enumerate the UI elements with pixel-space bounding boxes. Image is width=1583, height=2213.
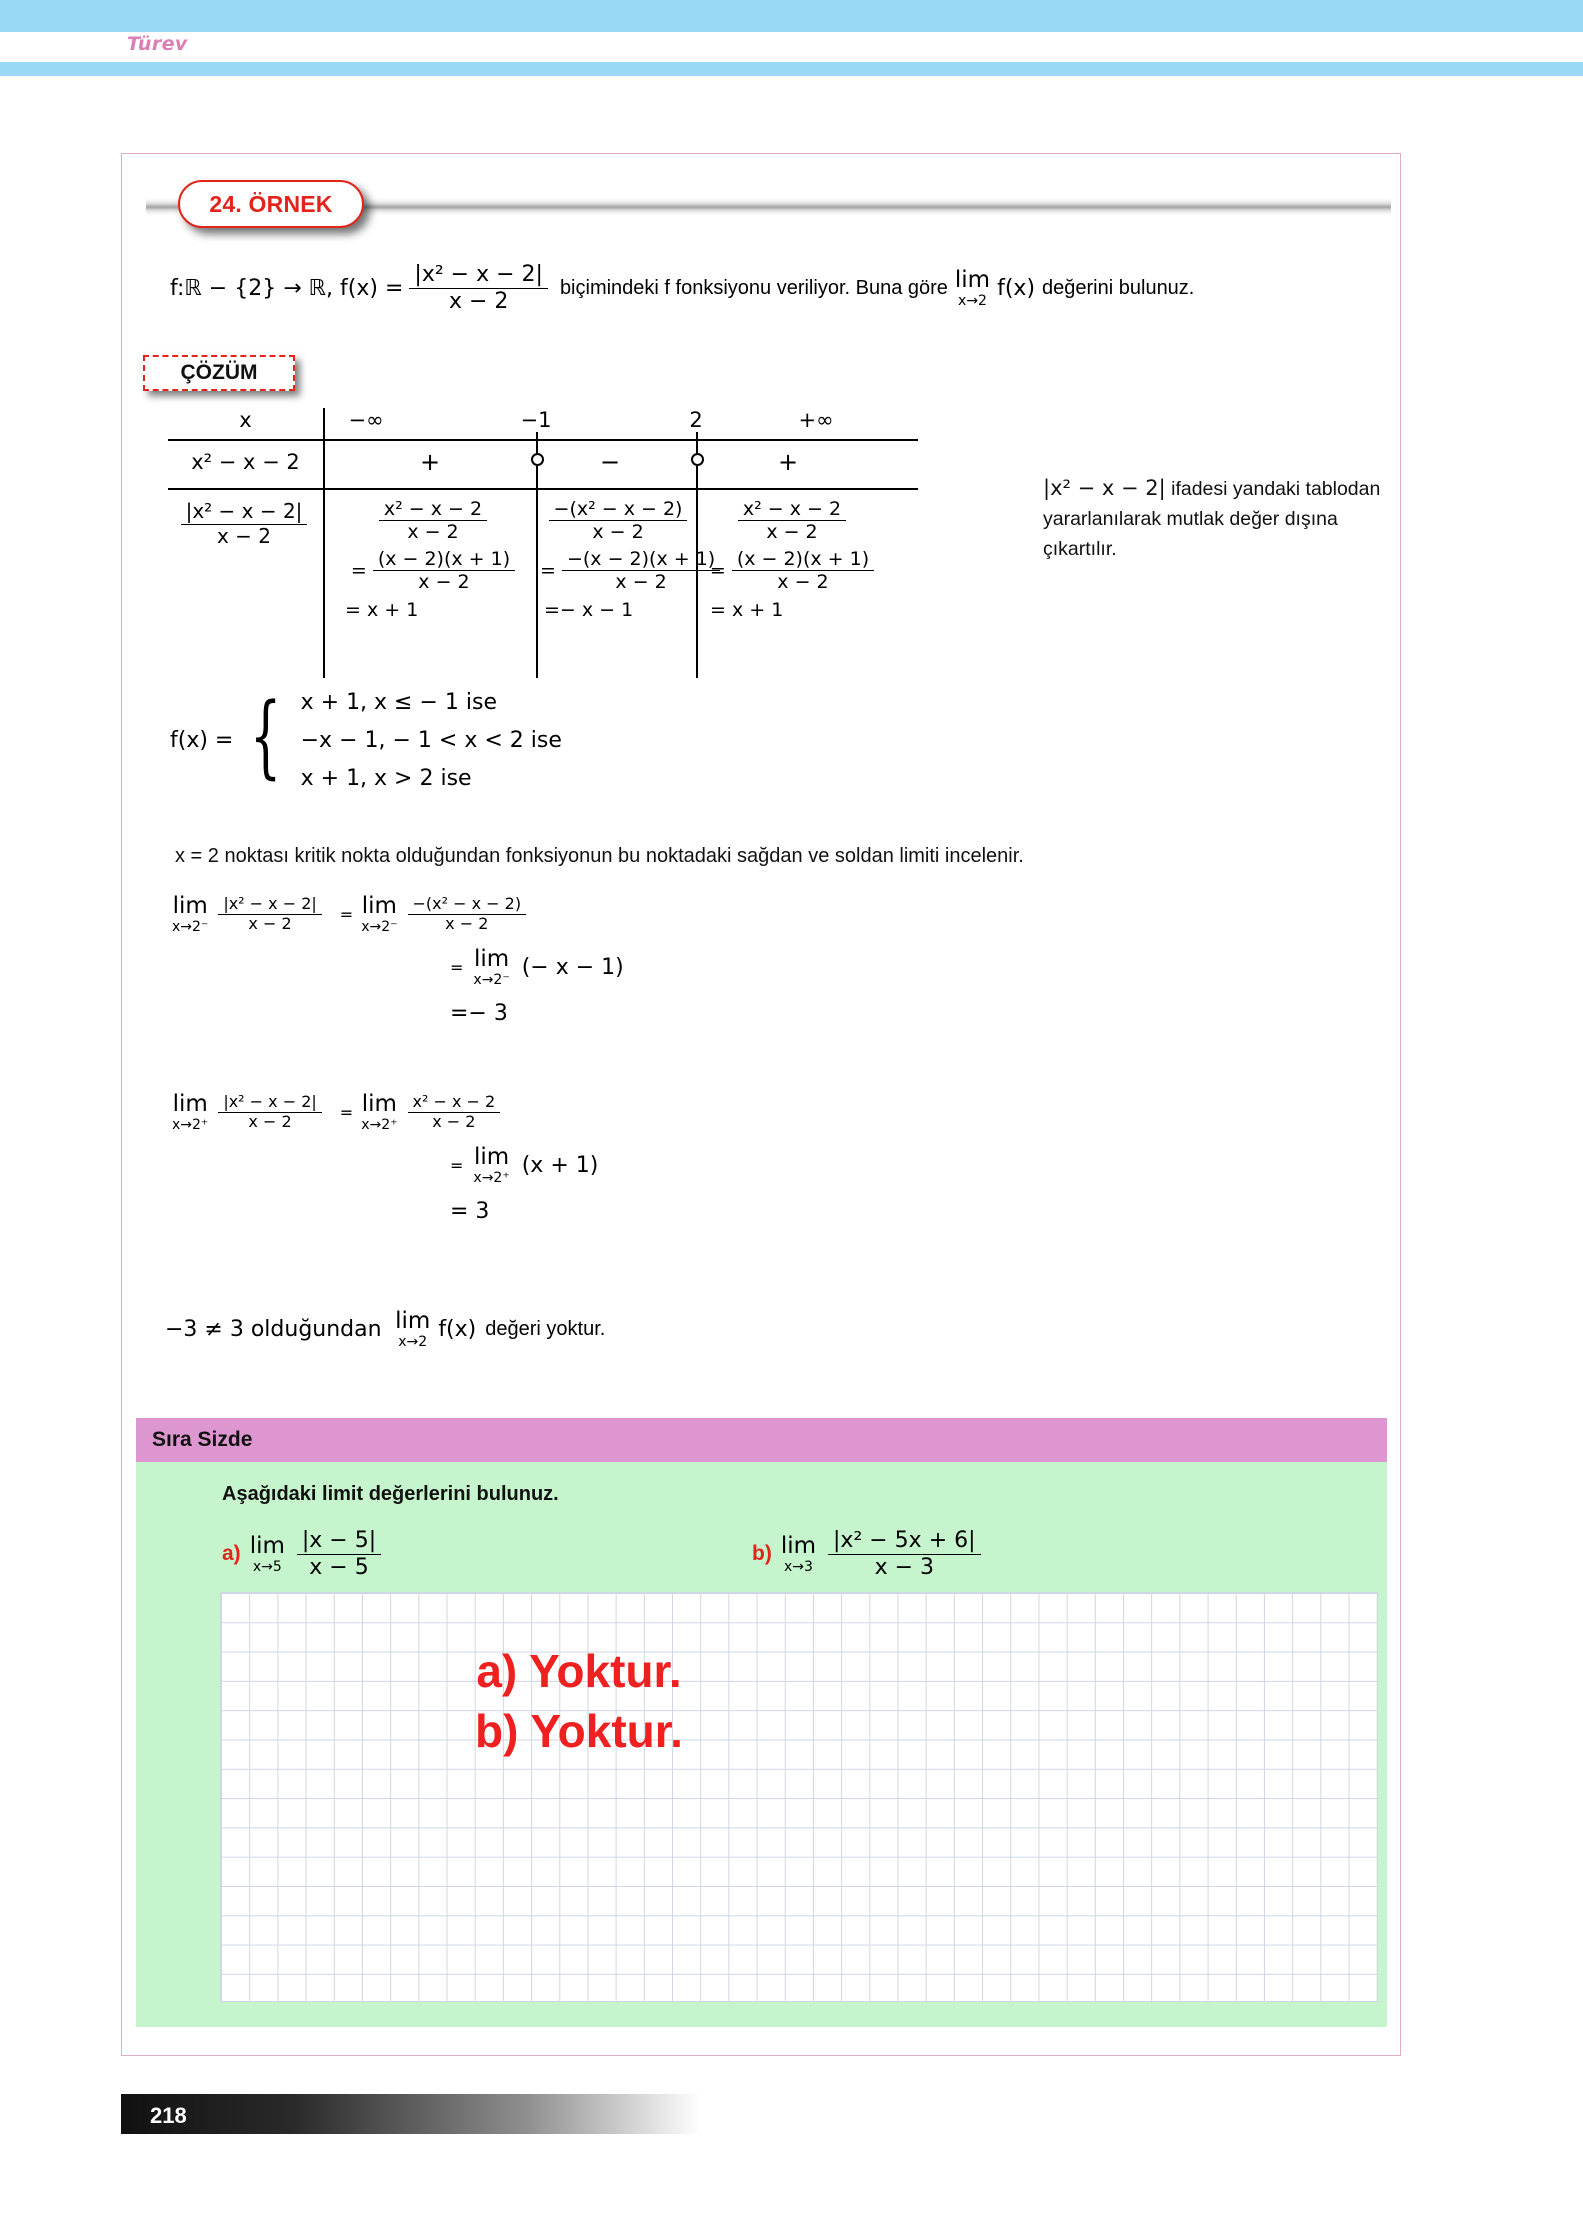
exercise-b-limit-word: lim <box>780 1532 817 1559</box>
critical-point-note: x = 2 noktası kritik nokta olduğundan fonksiyonun bu noktadaki sağdan ve soldan limiti incelenir. <box>175 845 1024 867</box>
exercise-a-tag: a) <box>222 1542 241 1566</box>
col3-step1 <box>738 498 846 544</box>
sign-table-cell-col3 <box>702 498 882 621</box>
sign-table-zero-circle-neg-one <box>531 453 544 466</box>
col3-step1-num: x² − x − 2 <box>738 498 846 521</box>
left-limit-line-2 <box>172 948 624 987</box>
right-limit-rhs-num: x² − x − 2 <box>408 1093 501 1113</box>
sign-table-breakpoint-neg-inf: −∞ <box>348 408 384 432</box>
piecewise-lhs: f(x) = <box>170 728 234 753</box>
exercise-b <box>752 1528 981 1581</box>
sign-table-hline-mid <box>168 488 918 490</box>
left-limit-expression: (− x − 1) <box>521 955 624 980</box>
left-limit-word-lhs: lim <box>172 893 208 919</box>
conclusion-suffix: değeri yoktur. <box>485 1318 606 1340</box>
left-limit-rhs-den: x − 2 <box>445 914 489 933</box>
left-limit-word-rhs: lim <box>361 893 397 919</box>
sira-sizde-heading: Sıra Sizde <box>152 1428 253 1451</box>
sign-table-breakpoint-neg-one: −1 <box>520 408 552 432</box>
left-limit-operator-line2 <box>473 948 509 987</box>
right-limit-line-1 <box>172 1093 598 1132</box>
exercise-b-denominator: x − 3 <box>874 1554 934 1580</box>
right-limit-sub-rhs: x→2⁺ <box>361 1117 398 1133</box>
right-limit-lhs-den: x − 2 <box>248 1112 292 1131</box>
right-limit-operator-line2 <box>473 1146 509 1185</box>
exercise-a-denominator: x − 5 <box>309 1554 369 1580</box>
right-limit-expression: (x + 1) <box>521 1153 599 1178</box>
left-limit-line-3 <box>172 1001 624 1026</box>
conclusion-limit-function: f(x) <box>438 1317 477 1342</box>
col2-step2: = $\frac{-(x - 2)(x + 1)}{x - 2}$ <box>540 548 696 594</box>
exercise-a-limit-word: lim <box>249 1532 285 1559</box>
problem-limit-function: f(x) <box>997 275 1036 301</box>
piecewise-definition <box>170 684 562 791</box>
sign-table-breakpoint-two: 2 <box>689 408 703 432</box>
right-limit-lhs-fraction <box>218 1093 321 1132</box>
piecewise-case-2: −x − 1, − 1 < x < 2 ise <box>300 728 562 753</box>
left-limit-lhs-fraction <box>218 895 321 934</box>
left-limit-operator-lhs <box>172 895 208 934</box>
left-limit-operator-rhs <box>361 895 397 934</box>
exercise-b-numerator: |x² − 5x + 6| <box>828 1528 981 1555</box>
col1-step2-num: (x − 2)(x + 1) <box>373 548 515 571</box>
col3-step1-den: x − 2 <box>766 521 818 544</box>
left-limit-word-line2: lim <box>473 946 510 972</box>
col1-step1-num: x² − x − 2 <box>379 498 487 521</box>
right-limit-equals-2: = <box>450 1156 464 1175</box>
exercise-b-limit-sub: x→3 <box>783 1558 813 1575</box>
col1-result: = x + 1 <box>345 598 419 621</box>
left-limit-equals-2: = <box>450 958 464 977</box>
chapter-title: Türev <box>127 33 188 55</box>
problem-text-end: değerini bulunuz. <box>1042 276 1195 299</box>
sira-sizde-instruction: Aşağıdaki limit değerlerini bulunuz. <box>222 1483 559 1505</box>
sign-table-abs-denominator: x − 2 <box>216 523 272 548</box>
right-limit-line-2 <box>172 1146 598 1185</box>
left-limit-line-1 <box>172 895 624 934</box>
sign-table-row-label-x: x <box>239 408 252 432</box>
sign-table-sign-1: + <box>420 448 441 476</box>
conclusion-limit-sub: x→2 <box>398 1334 428 1350</box>
side-note <box>1043 473 1403 564</box>
piecewise-case-3: x + 1, x > 2 ise <box>300 766 472 791</box>
col2-step1 <box>549 498 688 544</box>
col3-step2-num: (x − 2)(x + 1) <box>732 548 874 571</box>
sign-table-zero-circle-two <box>691 453 704 466</box>
col2-step2-den: x − 2 <box>615 571 667 594</box>
right-limit-result: = 3 <box>450 1199 490 1224</box>
page-number: 218 <box>150 2103 187 2128</box>
problem-fraction <box>409 262 548 315</box>
sign-table-cell-col1 <box>331 498 535 621</box>
exercise-b-fraction <box>828 1528 981 1581</box>
solution-badge <box>143 355 295 391</box>
problem-fraction-denominator: x − 2 <box>448 288 509 314</box>
left-limit-sub-lhs: x→2⁻ <box>172 919 209 935</box>
sign-table-sign-2: − <box>600 448 621 476</box>
footer-bar <box>121 2094 701 2134</box>
function-domain-definition: f:ℝ − {2} → ℝ, f(x) = <box>170 275 404 301</box>
sira-sizde-header <box>136 1418 1387 1462</box>
left-limit-result: =− 3 <box>450 1001 508 1026</box>
problem-text-middle: biçimindeki f fonksiyonu veriliyor. Buna göre <box>559 276 948 299</box>
problem-limit-subscript: x→2 <box>958 292 987 309</box>
left-limit-rhs-fraction <box>408 895 527 934</box>
sign-table-vline-neg-one <box>536 432 538 678</box>
answer-line-b: b) Yoktur. <box>475 1705 683 1757</box>
header-band-top <box>0 0 1583 32</box>
col2-step1-den: x − 2 <box>592 521 644 544</box>
left-limit-lhs-den: x − 2 <box>248 914 292 933</box>
right-limit-word-line2: lim <box>473 1144 510 1170</box>
col3-step2-den: x − 2 <box>777 571 829 594</box>
exercise-b-limit-operator <box>780 1532 817 1575</box>
example-badge-label: 24. ÖRNEK <box>209 190 333 217</box>
header-white-strip <box>0 32 1583 62</box>
answer-line-a: a) Yoktur. <box>476 1645 682 1697</box>
conclusion-limit-word: lim <box>395 1308 431 1334</box>
right-limit-word-rhs: lim <box>361 1091 397 1117</box>
col3-step2: = $\frac{(x - 2)(x + 1)}{x - 2}$ <box>702 548 882 594</box>
right-limit-operator-rhs <box>361 1093 397 1132</box>
conclusion-prefix-spacer <box>382 1318 388 1341</box>
right-limit-lhs-num: |x² − x − 2| <box>218 1093 321 1113</box>
col1-step2: = $\frac{(x - 2)(x + 1)}{x - 2}$ <box>331 548 535 594</box>
right-limit-rhs-den: x − 2 <box>432 1112 476 1131</box>
sign-table-cell-col2 <box>540 498 716 621</box>
sign-table-row-label-quadratic: x² − x − 2 <box>191 450 300 474</box>
left-limit-calculation <box>172 895 624 1026</box>
left-limit-sub-rhs: x→2⁻ <box>361 919 398 935</box>
left-limit-sub-line2: x→2⁻ <box>473 972 510 988</box>
problem-statement <box>170 262 1390 315</box>
problem-fraction-numerator: |x² − x − 2| <box>409 262 548 289</box>
sign-table-hline-top <box>168 439 918 441</box>
side-note-text: ifadesi yandaki tablodan yararlanılarak mutlak değer dışına çıkartılır. <box>1043 478 1381 560</box>
sign-table-vline-label <box>323 408 325 678</box>
sign-table-abs-numerator: |x² − x − 2| <box>181 500 308 525</box>
side-note-expression: |x² − x − 2| <box>1043 476 1166 500</box>
right-limit-rhs-fraction <box>408 1093 501 1132</box>
example-badge <box>178 180 364 228</box>
sign-table-row-label-abs <box>168 500 320 548</box>
conclusion-line <box>165 1310 605 1349</box>
conclusion-prefix: −3 ≠ 3 olduğundan <box>165 1317 382 1342</box>
right-limit-equals-1: = <box>339 1103 354 1122</box>
header-band-bottom <box>0 62 1583 76</box>
problem-limit-operator <box>954 266 991 309</box>
conclusion-limit-operator <box>395 1310 430 1349</box>
left-limit-rhs-num: −(x² − x − 2) <box>408 895 527 915</box>
col2-step2-num: −(x − 2)(x + 1) <box>562 548 720 571</box>
exercise-a-fraction <box>297 1528 381 1581</box>
right-limit-calculation <box>172 1093 598 1224</box>
exercise-a-limit-sub: x→5 <box>252 1558 282 1575</box>
right-limit-sub-lhs: x→2⁺ <box>172 1117 209 1133</box>
exercise-a-numerator: |x − 5| <box>297 1528 381 1555</box>
right-limit-sub-line2: x→2⁺ <box>473 1170 510 1186</box>
col2-step1-num: −(x² − x − 2) <box>549 498 688 521</box>
exercise-a <box>222 1528 381 1581</box>
right-limit-line-3 <box>172 1199 598 1224</box>
piecewise-brace: { <box>250 684 282 790</box>
left-limit-equals-1: = <box>339 905 354 924</box>
sign-table-sign-3: + <box>778 448 799 476</box>
col1-step1-den: x − 2 <box>407 521 459 544</box>
solution-badge-label: ÇÖZÜM <box>180 361 258 384</box>
col1-step1 <box>379 498 487 544</box>
left-limit-lhs-num: |x² − x − 2| <box>218 895 321 915</box>
right-limit-word-lhs: lim <box>172 1091 208 1117</box>
col3-result: = x + 1 <box>710 598 784 621</box>
sign-table-breakpoint-pos-inf: +∞ <box>798 408 834 432</box>
col2-result: =− x − 1 <box>544 598 634 621</box>
col1-step2-den: x − 2 <box>418 571 470 594</box>
exercise-a-limit-operator <box>249 1532 285 1575</box>
exercise-b-tag: b) <box>752 1542 772 1566</box>
problem-limit-word: lim <box>954 266 991 293</box>
piecewise-case-1: x + 1, x ≤ − 1 ise <box>300 690 498 715</box>
right-limit-operator-lhs <box>172 1093 208 1132</box>
